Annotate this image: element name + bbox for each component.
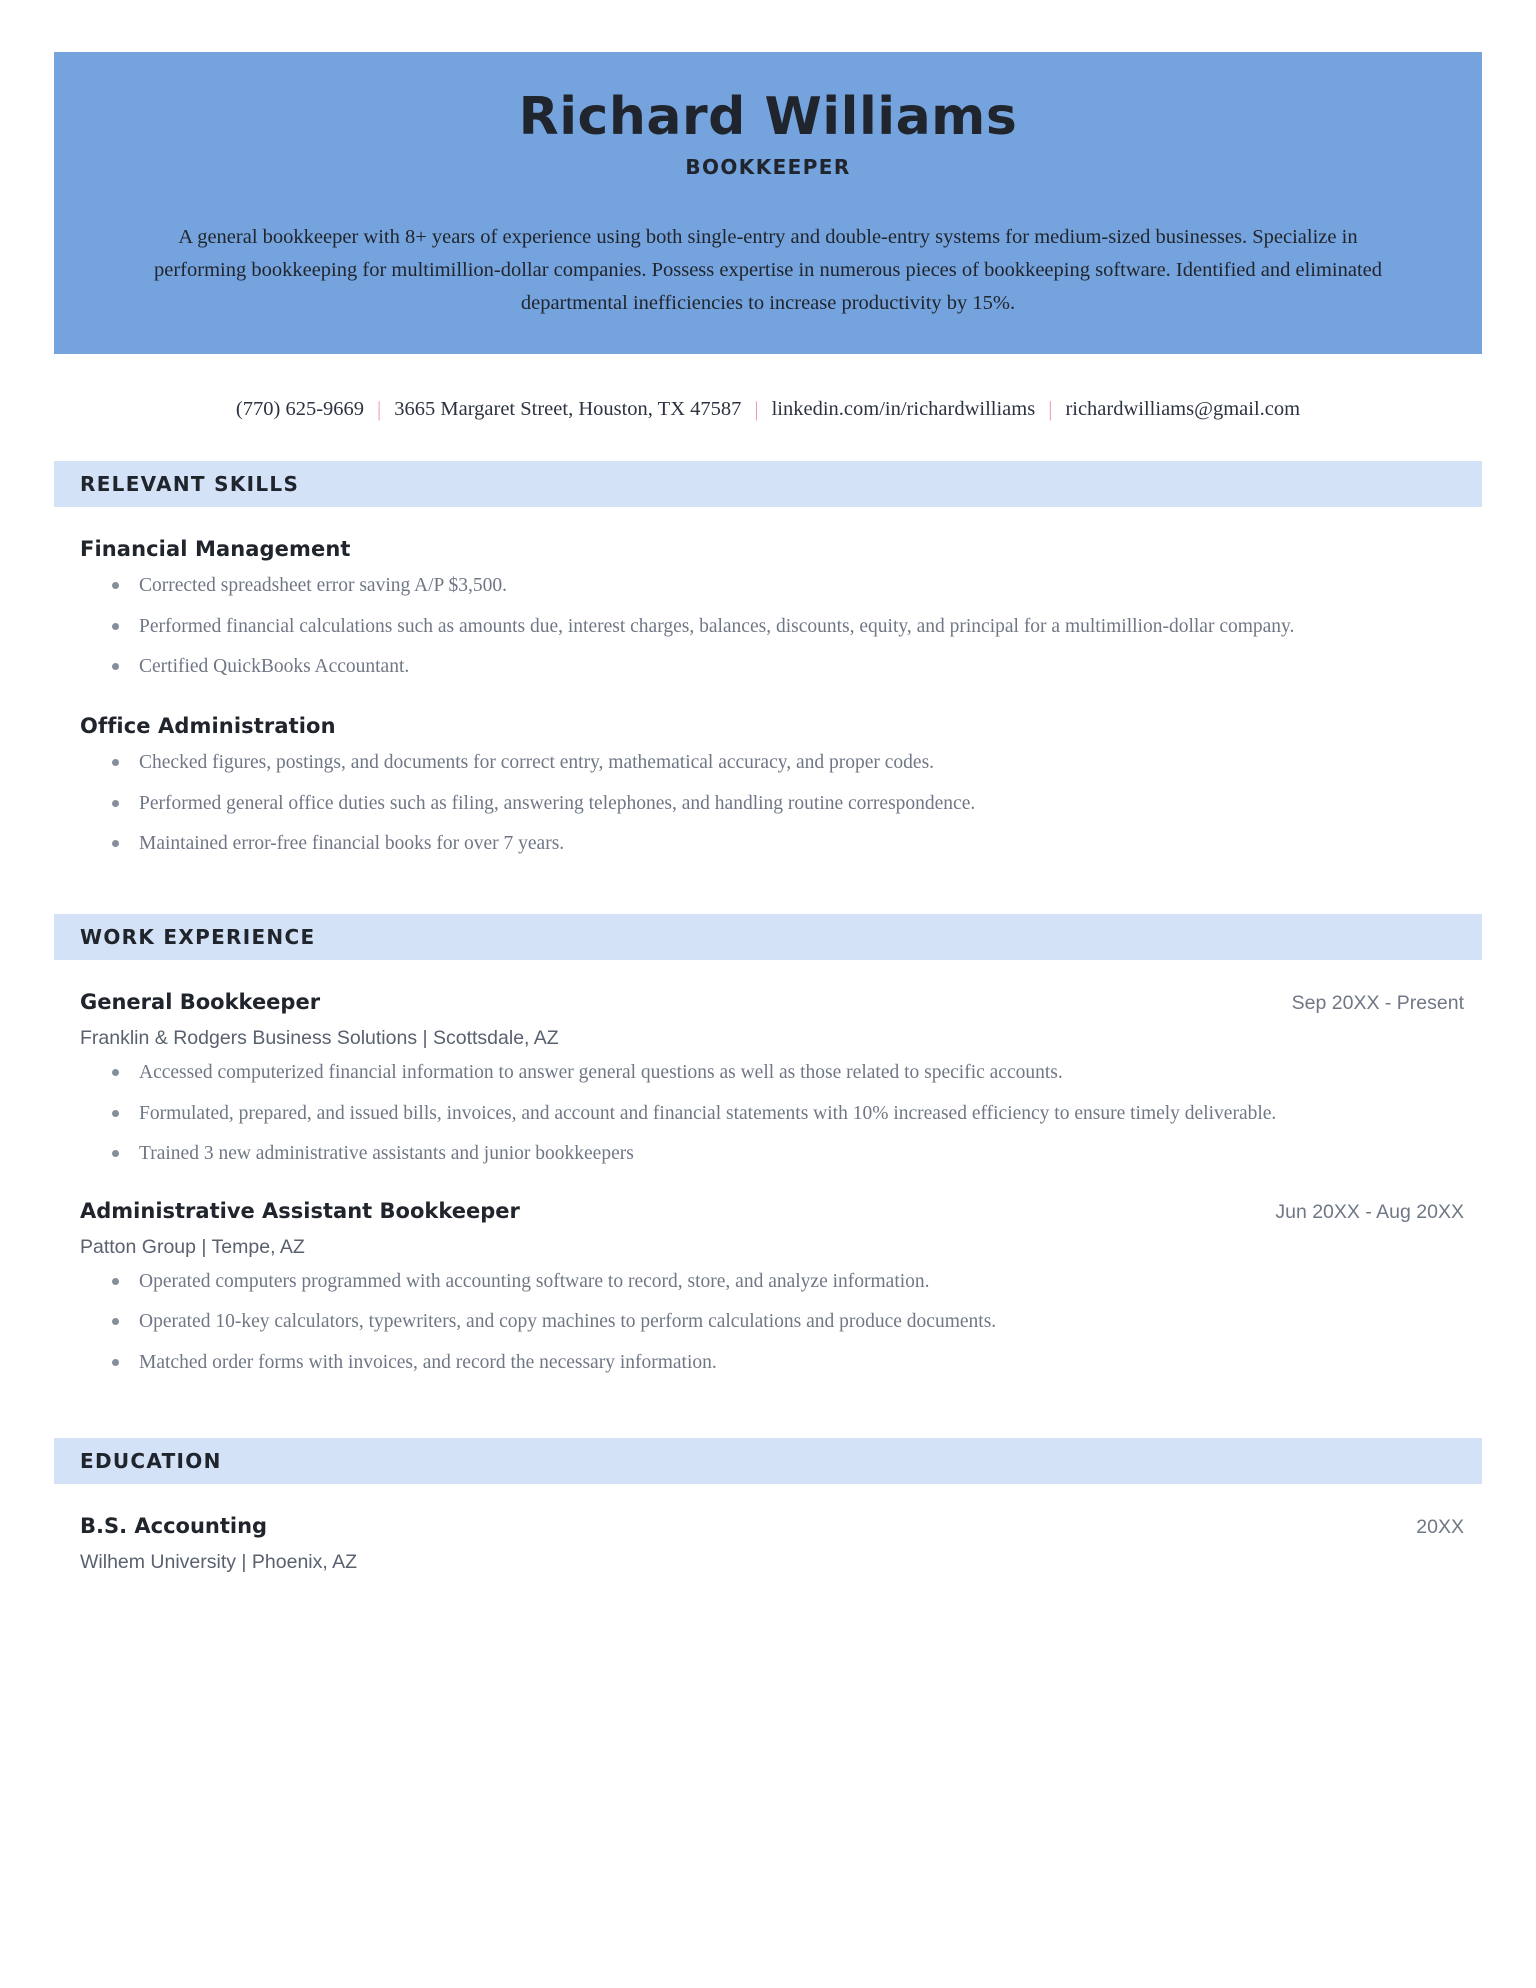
candidate-name: Richard Williams (518, 87, 1018, 147)
work-bullet-list (54, 1058, 1482, 1169)
work-entry-header (54, 990, 1482, 1015)
work-entry (54, 1199, 1482, 1378)
work-entry-role: Administrative Assistant Bookkeeper (80, 1198, 520, 1223)
section-title: WORK EXPERIENCE (80, 924, 316, 949)
contact-linkedin[interactable]: linkedin.com/in/richardwilliams (771, 398, 1036, 421)
skill-group (54, 537, 1482, 682)
contact-separator-icon: | (754, 397, 759, 422)
work-entry-organization: Franklin & Rodgers Business Solutions | Scottsdale, AZ (80, 1026, 559, 1049)
list-item: Operated computers programmed with accounting software to record, store, and analyze information. (54, 1267, 1482, 1297)
list-item: Matched order forms with invoices, and record the necessary information. (54, 1348, 1482, 1378)
section-title: RELEVANT SKILLS (80, 472, 300, 497)
section-header-education (54, 1438, 1482, 1484)
work-entry (54, 990, 1482, 1169)
work-entry-date: Sep 20XX - Present (1291, 991, 1464, 1014)
resume-header (54, 52, 1482, 354)
section-header-work-experience (54, 914, 1482, 960)
contact-line (54, 354, 1482, 461)
section-title: EDUCATION (80, 1448, 222, 1473)
skill-bullet-list (54, 571, 1482, 682)
list-item: Certified QuickBooks Accountant. (54, 652, 1482, 682)
list-item: Corrected spreadsheet error saving A/P $3,500. (54, 571, 1482, 601)
work-entry-role: General Bookkeeper (80, 989, 321, 1014)
list-item: Formulated, prepared, and issued bills, invoices, and account and financial statements with 10% increased efficiency to ensure timely deliverable. (54, 1099, 1482, 1129)
section-header-relevant-skills (54, 461, 1482, 507)
work-entry-header (54, 1199, 1482, 1224)
skill-group-name: Financial Management (80, 537, 351, 562)
skill-group-name: Office Administration (80, 714, 336, 739)
education-school: Wilhem University | Phoenix, AZ (80, 1550, 358, 1573)
skill-bullet-list (54, 748, 1482, 859)
list-item: Checked figures, postings, and documents for correct entry, mathematical accuracy, and proper codes. (54, 748, 1482, 778)
education-entry (54, 1514, 1482, 1582)
list-item: Trained 3 new administrative assistants and junior bookkeepers (54, 1139, 1482, 1169)
contact-separator-icon: | (377, 397, 382, 422)
contact-email[interactable]: richardwilliams@gmail.com (1065, 398, 1301, 421)
work-bullet-list (54, 1267, 1482, 1378)
list-item: Accessed computerized financial information to answer general questions as well as those related to specific accounts. (54, 1058, 1482, 1088)
work-entry-organization: Patton Group | Tempe, AZ (80, 1235, 305, 1258)
education-date: 20XX (1416, 1515, 1464, 1538)
list-item: Maintained error-free financial books for over 7 years. (54, 829, 1482, 859)
contact-phone[interactable]: (770) 625-9669 (235, 398, 365, 421)
education-entry-header (54, 1514, 1482, 1539)
section-work-experience (54, 914, 1482, 1378)
list-item: Performed general office duties such as filing, answering telephones, and handling routine correspondence. (54, 789, 1482, 819)
list-item: Performed financial calculations such as amounts due, interest charges, balances, discounts, equity, and principal for a multimillion-dollar company. (54, 612, 1482, 642)
contact-address: 3665 Margaret Street, Houston, TX 47587 (394, 398, 742, 421)
spacer (54, 870, 1482, 914)
contact-separator-icon: | (1048, 397, 1053, 422)
professional-summary: A general bookkeeper with 8+ years of experience using both single-entry and double-entry systems for medium-sized businesses. Specialize in performing bookkeeping for multimillion-dollar companies. Possess expertise in numerous pieces of bookkeeping software. Identified and eliminated departmental inefficiencies to increase productivity by 15%. (154, 225, 1382, 314)
skill-group (54, 714, 1482, 859)
section-education (54, 1438, 1482, 1582)
education-degree: B.S. Accounting (80, 1513, 268, 1538)
spacer (54, 1408, 1482, 1438)
section-relevant-skills (54, 461, 1482, 859)
list-item: Operated 10-key calculators, typewriters, and copy machines to perform calculations and produce documents. (54, 1307, 1482, 1337)
candidate-job-title: BOOKKEEPER (685, 154, 851, 179)
work-entry-date: Jun 20XX - Aug 20XX (1275, 1200, 1464, 1223)
